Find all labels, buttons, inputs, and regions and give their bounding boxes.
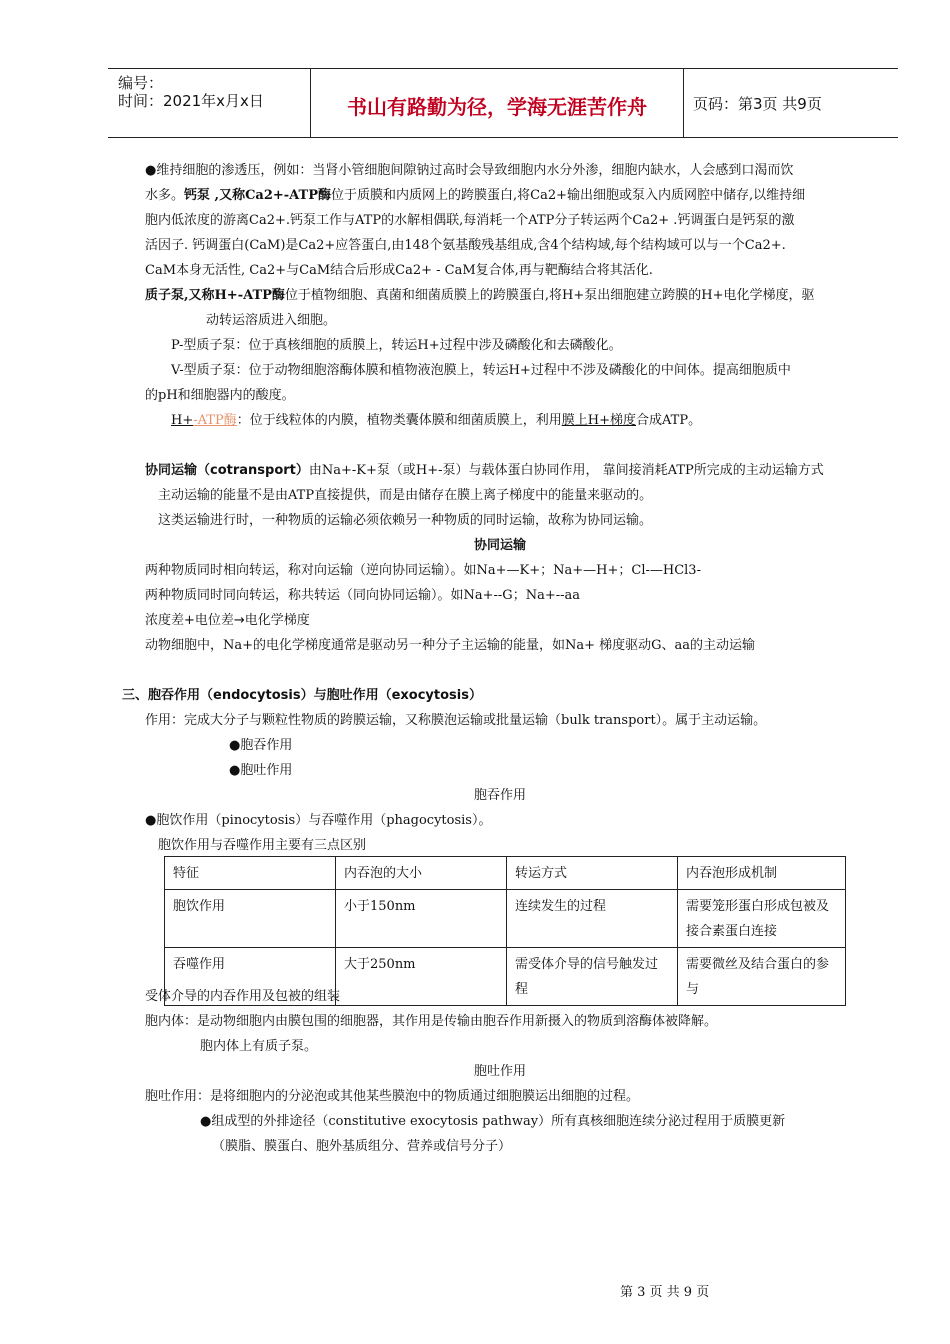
p-type-pump: P-型质子泵：位于真核细胞的质膜上，转运H+过程中涉及磷酸化和去磷酸化。 (171, 338, 622, 353)
table-cell: 胞饮作用 (165, 890, 336, 948)
receptor-line: 受体介导的内吞作用及包被的组装 (145, 989, 341, 1004)
table-cell: 连续发生的过程 (507, 890, 678, 948)
exocytosis-heading: 胞吐作用 (474, 1064, 527, 1079)
gradient-link[interactable]: 膜上H+梯度 (561, 413, 636, 428)
p2-line1-b: 位于植物细胞、真菌和细菌质膜上的跨膜蛋白,将H+泵出细胞建立跨膜的H+电化学梯度，驱 (284, 288, 815, 303)
table-header-cell: 内吞泡形成机制 (678, 857, 846, 890)
header-motto-cell (310, 69, 684, 137)
table-cell: 需要微丝及结合蛋白的参与 (678, 948, 846, 1006)
cotransport-line1 (145, 462, 824, 480)
table-cell: 需受体介导的信号触发过程 (507, 948, 678, 1006)
table-row (165, 890, 846, 948)
p1-line4: 活因子. 钙调蛋白(CaM)是Ca2+应答蛋白,由148个氨基酸残基组成,含4个结构域,每个结构域可以与一个Ca2+. (145, 238, 786, 253)
table-header-cell: 特征 (165, 857, 336, 890)
page-footer: 第 3 页 共 9 页 (620, 1285, 710, 1300)
atp-enzyme-link[interactable]: -ATP酶 (193, 413, 237, 428)
motto: 书山有路勤为径，学海无涯苦作舟 (347, 95, 647, 119)
table-header-row (165, 857, 846, 890)
comparison-table (164, 856, 846, 1006)
bullet-exocytosis: ●胞吐作用 (229, 763, 293, 778)
pinocytosis-line: ●胞饮作用（pinocytosis）与吞噬作用（phagocytosis）。 (145, 813, 492, 828)
table-header-cell: 转运方式 (507, 857, 678, 890)
constitutive-line2: （膜脂、膜蛋白、胞外基质组分、营养或信号分子） (212, 1139, 512, 1154)
p2-line2: 动转运溶质进入细胞。 (206, 313, 337, 328)
cotransport-line2: 主动运输的能量不是由ATP直接提供，而是由储存在膜上离子梯度中的能量来驱动的。 (158, 488, 653, 503)
p1-line3: 胞内低浓度的游离Ca2+.钙泵工作与ATP的水解相偶联,每消耗一个ATP分子转运两个Ca2+ .钙调蛋白是钙泵的激 (145, 213, 795, 228)
p1-line1: ●维持细胞的渗透压，例如：当肾小管细胞间隙钠过高时会导致细胞内水分外渗，细胞内缺水，人会感到口渴而饮 (145, 163, 794, 178)
time-label: 时间：2021年x月x日 (118, 92, 264, 110)
p2-line1 (145, 287, 815, 305)
table-cell: 吞噬作用 (165, 948, 336, 1006)
section3-title: 三、胞吞作用（endocytosis）与胞吐作用（exocytosis） (122, 688, 482, 703)
p1-line2 (145, 187, 805, 205)
f-type-pump (171, 412, 701, 430)
p1-line2-a: 水多。 (145, 188, 185, 203)
h-plus-link[interactable]: H+ (171, 413, 194, 428)
header-meta (108, 69, 308, 137)
sodium-gradient-line: 动物细胞中，Na+的电化学梯度通常是驱动另一种分子主运输的能量，如Na+ 梯度驱动G、aa的主动运输 (145, 638, 756, 653)
table-cell: 小于150nm (336, 890, 507, 948)
bullet-endocytosis: ●胞吞作用 (229, 738, 293, 753)
symport-line: 两种物质同时同向转运，称共转运（同向协同运输）。如Na+--G；Na+--aa (145, 588, 580, 603)
table-cell: 大于250nm (336, 948, 507, 1006)
proton-pump-term: 质子泵,又称H+-ATP酶 (145, 288, 285, 303)
cotransport-heading: 协同运输 (474, 538, 527, 553)
constitutive-line1: ●组成型的外排途径（constitutive exocytosis pathway）所有真核细胞连续分泌过程用于质膜更新 (200, 1114, 786, 1129)
section3-intro: 作用：完成大分子与颗粒性物质的跨膜运输，又称膜泡运输或批量运输（bulk transport）。属于主动运输。 (145, 713, 767, 728)
p1-line5: CaM本身无活性, Ca2+与CaM结合后形成Ca2+ - CaM复合体,再与靶酶结合将其活化. (145, 263, 653, 278)
cotransport-line1-b: 由Na+-K+泵（或H+-泵）与载体蛋白协同作用， 靠间接消耗ATP所完成的主动运输方式 (308, 463, 824, 478)
endosome-line: 胞内体：是动物细胞内由膜包围的细胞器，其作用是传输由胞吞作用新摄入的物质到溶酶体被降解。 (145, 1014, 718, 1029)
page-info: 页码：第3页 共9页 (693, 95, 822, 113)
endosome-pump-line: 胞内体上有质子泵。 (200, 1039, 318, 1054)
v-type-pump-1: V-型质子泵：位于动物细胞溶酶体膜和植物液泡膜上，转运H+过程中不涉及磷酸化的中间体。提高细胞质中 (171, 363, 791, 378)
calcium-pump-term: 钙泵 ,又称Ca2+-ATP酶 (184, 188, 331, 203)
page-header (108, 68, 898, 138)
table-cell: 需要笼形蛋白形成包被及接合素蛋白连接 (678, 890, 846, 948)
difference-line: 胞饮作用与吞噬作用主要有三点区别 (158, 838, 367, 853)
gradient-line: 浓度差+电位差→电化学梯度 (145, 613, 310, 628)
code-label: 编号： (118, 74, 164, 92)
antiport-line: 两种物质同时相向转运，称对向运输（逆向协同运输）。如Na+—K+；Na+—H+；Cl-—HCl3- (145, 563, 701, 578)
f-type-end: 合成ATP。 (635, 413, 702, 428)
p1-line2-c: 位于质膜和内质网上的跨膜蛋白,将Ca2+输出细胞或泵入内质网腔中储存,以维持细 (331, 188, 806, 203)
cotransport-term: 协同运输（cotransport） (145, 463, 309, 478)
f-type-text: ：位于线粒体的内膜，植物类囊体膜和细菌质膜上，利用 (236, 413, 562, 428)
exocytosis-definition: 胞吐作用：是将细胞内的分泌泡或其他某些膜泡中的物质通过细胞膜运出细胞的过程。 (145, 1089, 640, 1104)
endocytosis-heading: 胞吞作用 (474, 788, 527, 803)
cotransport-line3: 这类运输进行时，一种物质的运输必须依赖另一种物质的同时运输，故称为协同运输。 (158, 513, 653, 528)
table-header-cell: 内吞泡的大小 (336, 857, 507, 890)
v-type-pump-2: 的pH和细胞器内的酸度。 (145, 388, 295, 403)
